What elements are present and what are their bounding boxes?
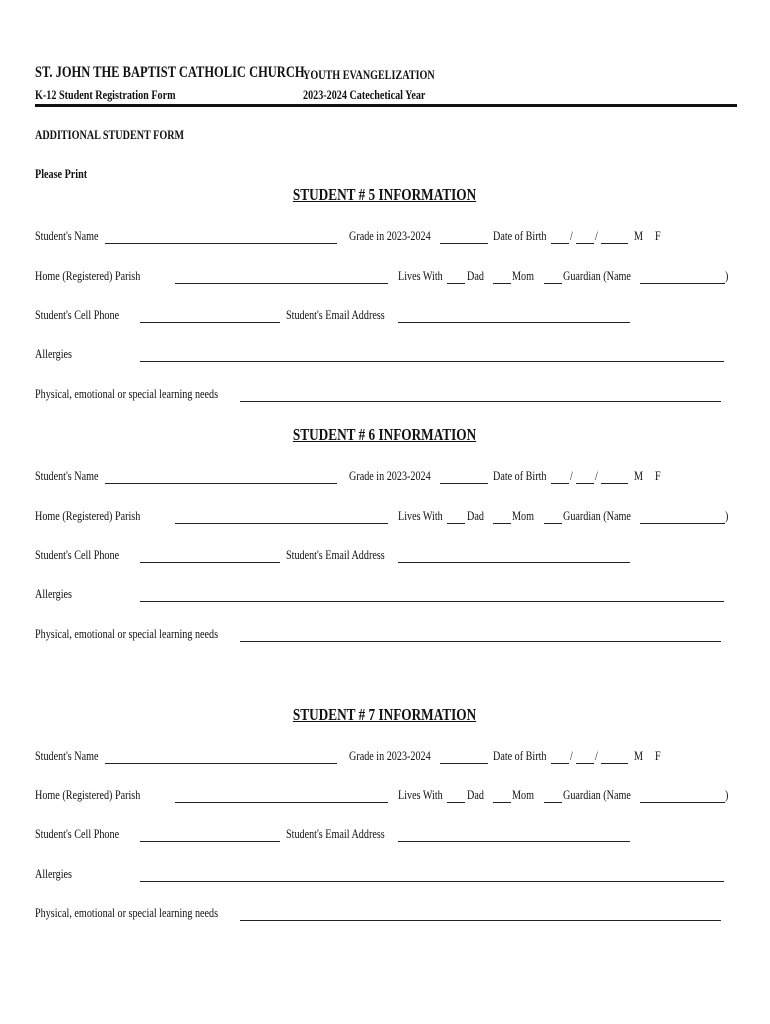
mom-checkline[interactable] xyxy=(493,283,511,284)
parish-row xyxy=(0,268,770,288)
dob-separator: / xyxy=(595,748,598,763)
section-title: STUDENT # 5 INFORMATION xyxy=(293,185,477,204)
church-name: ST. JOHN THE BAPTIST CATHOLIC CHURCH xyxy=(35,64,305,81)
guardian-label: Guardian (Name xyxy=(563,268,631,283)
student-name-label: Student's Name xyxy=(35,748,99,763)
email-label: Student's Email Address xyxy=(286,826,385,841)
contact-row xyxy=(0,307,770,327)
dob-day-field[interactable] xyxy=(576,483,594,484)
dob-separator: / xyxy=(570,748,573,763)
sex-f-option[interactable]: F xyxy=(655,468,661,483)
guardian-name-field[interactable] xyxy=(640,523,725,524)
dob-year-field[interactable] xyxy=(601,483,628,484)
dob-month-field[interactable] xyxy=(551,243,569,244)
dob-label: Date of Birth xyxy=(493,228,547,243)
email-field[interactable] xyxy=(398,322,630,323)
additional-form-title: ADDITIONAL STUDENT FORM xyxy=(35,127,185,142)
mom-label: Mom xyxy=(512,508,534,523)
sex-f-option[interactable]: F xyxy=(655,748,661,763)
dob-separator: / xyxy=(595,468,598,483)
dob-month-field[interactable] xyxy=(551,763,569,764)
needs-row xyxy=(0,905,770,925)
allergies-field[interactable] xyxy=(140,601,724,602)
parish-field[interactable] xyxy=(175,283,388,284)
form-name: K-12 Student Registration Form xyxy=(35,87,176,102)
allergies-row xyxy=(0,866,770,886)
dad-checkline[interactable] xyxy=(447,523,465,524)
guardian-close-paren: ) xyxy=(725,268,729,283)
needs-field[interactable] xyxy=(240,920,721,921)
student-name-field[interactable] xyxy=(105,763,337,764)
header-divider xyxy=(35,104,737,107)
email-field[interactable] xyxy=(398,841,630,842)
allergies-label: Allergies xyxy=(35,866,72,881)
sex-f-option[interactable]: F xyxy=(655,228,661,243)
parish-row xyxy=(0,787,770,807)
guardian-checkline[interactable] xyxy=(544,802,562,803)
needs-field[interactable] xyxy=(240,401,721,402)
mom-checkline[interactable] xyxy=(493,523,511,524)
dob-label: Date of Birth xyxy=(493,468,547,483)
grade-label: Grade in 2023-2024 xyxy=(349,468,431,483)
student-name-field[interactable] xyxy=(105,483,337,484)
email-label: Student's Email Address xyxy=(286,547,385,562)
mom-label: Mom xyxy=(512,268,534,283)
student-5-section xyxy=(0,185,770,405)
lives-with-label: Lives With xyxy=(398,508,443,523)
guardian-checkline[interactable] xyxy=(544,523,562,524)
section-title: STUDENT # 7 INFORMATION xyxy=(293,705,477,724)
student-6-section xyxy=(0,425,770,645)
mom-checkline[interactable] xyxy=(493,802,511,803)
dob-day-field[interactable] xyxy=(576,763,594,764)
dad-checkline[interactable] xyxy=(447,283,465,284)
student-name-field[interactable] xyxy=(105,243,337,244)
guardian-label: Guardian (Name xyxy=(563,787,631,802)
needs-row xyxy=(0,386,770,406)
cell-phone-field[interactable] xyxy=(140,841,280,842)
contact-row xyxy=(0,826,770,846)
grade-field[interactable] xyxy=(440,483,488,484)
catechetical-year: 2023-2024 Catechetical Year xyxy=(303,87,426,102)
guardian-label: Guardian (Name xyxy=(563,508,631,523)
parish-field[interactable] xyxy=(175,523,388,524)
parish-label: Home (Registered) Parish xyxy=(35,787,141,802)
dob-separator: / xyxy=(570,228,573,243)
needs-label: Physical, emotional or special learning needs xyxy=(35,626,219,641)
parish-field[interactable] xyxy=(175,802,388,803)
parish-row xyxy=(0,508,770,528)
allergies-field[interactable] xyxy=(140,881,724,882)
needs-label: Physical, emotional or special learning needs xyxy=(35,905,219,920)
guardian-name-field[interactable] xyxy=(640,283,725,284)
allergies-field[interactable] xyxy=(140,361,724,362)
dob-label: Date of Birth xyxy=(493,748,547,763)
sex-m-option[interactable]: M xyxy=(634,748,644,763)
program-name: YOUTH EVANGELIZATION xyxy=(303,67,435,82)
guardian-close-paren: ) xyxy=(725,787,729,802)
email-label: Student's Email Address xyxy=(286,307,385,322)
parish-label: Home (Registered) Parish xyxy=(35,268,141,283)
name-row xyxy=(0,468,770,488)
grade-field[interactable] xyxy=(440,763,488,764)
section-title: STUDENT # 6 INFORMATION xyxy=(293,425,477,444)
student-name-label: Student's Name xyxy=(35,468,99,483)
cell-phone-label: Student's Cell Phone xyxy=(35,547,120,562)
guardian-checkline[interactable] xyxy=(544,283,562,284)
cell-phone-field[interactable] xyxy=(140,562,280,563)
student-7-section xyxy=(0,705,770,925)
grade-label: Grade in 2023-2024 xyxy=(349,228,431,243)
guardian-name-field[interactable] xyxy=(640,802,725,803)
needs-label: Physical, emotional or special learning needs xyxy=(35,386,219,401)
dob-year-field[interactable] xyxy=(601,243,628,244)
name-row xyxy=(0,748,770,768)
parish-label: Home (Registered) Parish xyxy=(35,508,141,523)
dob-separator: / xyxy=(570,468,573,483)
allergies-row xyxy=(0,346,770,366)
please-print-note: Please Print xyxy=(35,166,88,181)
cell-phone-field[interactable] xyxy=(140,322,280,323)
cell-phone-label: Student's Cell Phone xyxy=(35,826,120,841)
dad-label: Dad xyxy=(467,268,484,283)
dob-separator: / xyxy=(595,228,598,243)
name-row xyxy=(0,228,770,248)
email-field[interactable] xyxy=(398,562,630,563)
grade-label: Grade in 2023-2024 xyxy=(349,748,431,763)
sex-m-option[interactable]: M xyxy=(634,468,644,483)
contact-row xyxy=(0,547,770,567)
student-name-label: Student's Name xyxy=(35,228,99,243)
dad-label: Dad xyxy=(467,787,484,802)
allergies-row xyxy=(0,586,770,606)
dob-year-field[interactable] xyxy=(601,763,628,764)
allergies-label: Allergies xyxy=(35,346,72,361)
sex-m-option[interactable]: M xyxy=(634,228,644,243)
dob-day-field[interactable] xyxy=(576,243,594,244)
cell-phone-label: Student's Cell Phone xyxy=(35,307,120,322)
needs-field[interactable] xyxy=(240,641,721,642)
dad-label: Dad xyxy=(467,508,484,523)
needs-row xyxy=(0,626,770,646)
mom-label: Mom xyxy=(512,787,534,802)
lives-with-label: Lives With xyxy=(398,268,443,283)
dob-month-field[interactable] xyxy=(551,483,569,484)
lives-with-label: Lives With xyxy=(398,787,443,802)
dad-checkline[interactable] xyxy=(447,802,465,803)
allergies-label: Allergies xyxy=(35,586,72,601)
guardian-close-paren: ) xyxy=(725,508,729,523)
grade-field[interactable] xyxy=(440,243,488,244)
